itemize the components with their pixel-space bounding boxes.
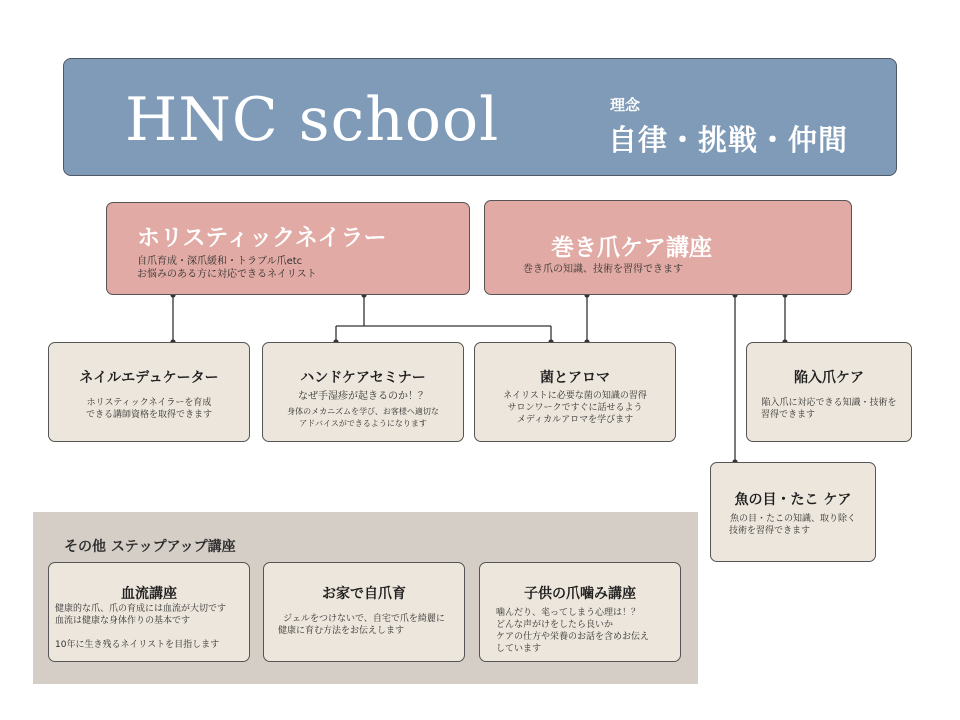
course-card-bacteria-aroma [474, 342, 676, 442]
school-name: HNC school [125, 85, 500, 155]
course-card-corn-callus-care [710, 462, 876, 562]
course-text-line: ネイリストに必要な菌の知識の習得 [503, 391, 647, 401]
category-title: 巻き爪ケア講座 [551, 235, 712, 261]
category-holistic-nailer [106, 202, 470, 295]
course-text-line: 陥入爪に対応できる知識・技術を [761, 398, 897, 408]
course-text-line: ジェルをつけないで、自宅で爪を綺麗に [283, 614, 445, 624]
course-title: ハンドケアセミナー [300, 370, 426, 386]
category-desc-line: 巻き爪の知識、技術を習得できます [523, 264, 683, 275]
course-text-line: 噛んだり、毟ってしまう心理は！？ [496, 608, 641, 618]
course-text-line: 健康に育む方法をお伝えします [278, 626, 405, 636]
course-card-home-nail-growth [263, 562, 465, 662]
course-text-line: 血流は健康な身体作りの基本です [55, 616, 191, 626]
other-courses-title: その他 ステップアップ講座 [64, 539, 236, 555]
course-title: 魚の目・たこ ケア [734, 492, 852, 508]
course-text-line: なぜ手湿疹が起きるのか！？ [298, 391, 428, 402]
course-card-child-nail-biting [479, 562, 681, 662]
course-text-line: 魚の目・たこの知識、取り除く [729, 514, 856, 524]
course-card-nail-educator [48, 342, 250, 442]
category-ingrown-nail-care [484, 200, 852, 295]
category-title: ホリスティックネイラー [137, 225, 387, 251]
course-text-line: しています [496, 644, 542, 654]
course-title: 子供の爪噛み講座 [524, 586, 636, 602]
course-card-blood-flow [48, 562, 250, 662]
course-text-line: ホリスティックネイラーを育成 [86, 398, 212, 408]
course-text-line: できる講師資格を取得できます [85, 410, 212, 420]
course-text-line: 習得できます [761, 410, 816, 420]
course-text-line: ケアの仕方や栄養のお話を含めお伝え [496, 632, 650, 642]
course-card-ingrown-care [746, 342, 912, 442]
course-text-line: アドバイスができるようになります [299, 419, 427, 428]
mission-values: 自律・挑戦・仲間 [608, 123, 849, 157]
category-desc-line: 自爪育成・深爪緩和・トラブル爪etc [137, 256, 303, 267]
course-title: 菌とアロマ [540, 370, 610, 386]
course-text-line: メディカルアロマを学びます [516, 415, 634, 425]
course-title: 陥入爪ケア [794, 370, 864, 386]
course-text-line: 技術を習得できます [729, 526, 811, 536]
course-title: お家で自爪育 [322, 586, 406, 602]
course-text-line: 10年に生き残るネイリストを目指します [55, 640, 220, 650]
course-card-hand-care-seminar [262, 342, 464, 442]
course-title: 血流講座 [121, 586, 177, 602]
course-text-line: 健康的な爪、爪の育成には血流が大切です [55, 604, 227, 614]
course-text-line: どんな声がけをしたら良いか [496, 620, 614, 630]
course-text-line: 身体のメカニズムを学び、お客様へ適切な [287, 407, 439, 416]
category-desc-line: お悩みのある方に対応できるネイリスト [137, 269, 317, 280]
course-text-line: サロンワークですぐに話せるよう [507, 403, 643, 413]
mission-label: 理念 [610, 96, 641, 114]
course-title: ネイルエデュケーター [79, 370, 219, 386]
